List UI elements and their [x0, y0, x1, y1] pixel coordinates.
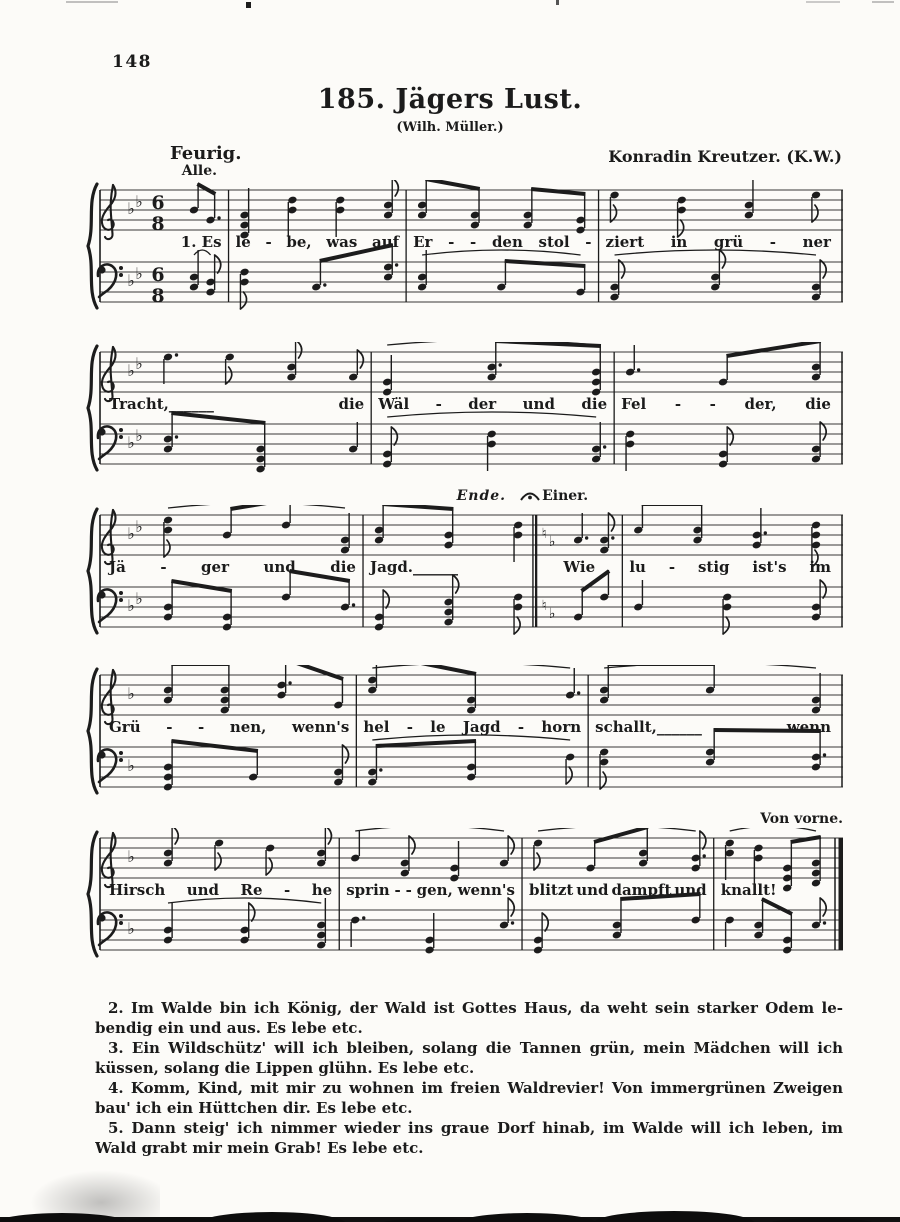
verse-line: bendig ein und aus. Es lebe etc.: [95, 1019, 363, 1037]
grand-staff-system: [86, 163, 850, 312]
lyric-syllable: die: [330, 558, 356, 576]
svg-text:6: 6: [151, 264, 165, 286]
scan-artifact: [872, 1, 894, 3]
lyric-syllable: und: [576, 881, 609, 899]
treble-clef-icon: [102, 510, 116, 564]
lyric-syllable: horn: [541, 718, 582, 736]
verse-line: Wald grabt mir mein Grab! Es lebe etc.: [95, 1139, 424, 1157]
lyric-syllable: den: [491, 233, 523, 251]
scan-artifact: [806, 1, 840, 3]
lyric-syllable: -: [394, 881, 401, 899]
lyric-syllable: le: [235, 233, 251, 251]
composer-credit: Konradin Kreutzer. (K.W.): [608, 147, 842, 166]
lyric-syllable: und: [674, 881, 707, 899]
lyric-syllable: der: [468, 395, 497, 413]
verse-line: 5. Dann steig' ich nimmer wieder ins graue Dorf hinab, im Walde will ich leben, im: [108, 1119, 843, 1137]
lyric-syllable: und: [186, 881, 220, 899]
verse-block: [95, 998, 843, 1158]
svg-text:♭: ♭: [135, 264, 143, 283]
lyrics-measure: [522, 881, 714, 901]
verse-line: 2. Im Walde bin ich König, der Wald ist Gottes Haus, da weht sein starker Odem le-: [108, 999, 843, 1017]
lyric-syllable: Er: [413, 233, 433, 251]
scan-artifact: [66, 1, 118, 3]
lyric-syllable: sprin: [346, 881, 390, 899]
lyric-syllable: der,: [744, 395, 777, 413]
svg-text:♭: ♭: [127, 847, 135, 866]
lyric-syllable: -: [405, 881, 412, 899]
lyric-syllable: wenn's: [457, 881, 515, 899]
lyricist-credit: (Wilh. Müller.): [396, 120, 504, 135]
lyric-syllable: -: [769, 233, 777, 251]
lyric-syllable: Jagd.______: [370, 558, 459, 576]
lyric-syllable: Tracht,______: [109, 395, 214, 413]
lyric-syllable: he: [311, 881, 333, 899]
lyric-syllable: ist's: [752, 558, 787, 576]
lyric-syllable: die: [581, 395, 608, 413]
fermata-icon: [518, 488, 542, 505]
lyric-syllable: ziert: [605, 233, 645, 251]
lyrics-measure: [363, 558, 536, 578]
lyrics-measure: [102, 233, 229, 253]
lyric-syllable: -: [406, 718, 413, 736]
grand-staff-system: [86, 665, 850, 797]
svg-text:♭: ♭: [127, 756, 135, 775]
verse-line: 4. Komm, Kind, mit mir zu wohnen im freien Waldrevier! Von immergrünen Zweigen: [108, 1079, 843, 1097]
lyric-syllable: Jä: [109, 558, 126, 576]
lyric-syllable: Re: [240, 881, 263, 899]
lyrics-measure: [102, 718, 356, 738]
lyric-syllable: Grü: [109, 718, 141, 736]
svg-text:8: 8: [151, 285, 165, 307]
verse-line: bau' ich ein Hüttchen dir. Es lebe etc.: [95, 1099, 413, 1117]
svg-text:♭: ♭: [135, 426, 143, 445]
lyrics-measure: [406, 233, 598, 253]
lyrics-measure: [371, 395, 614, 415]
treble-clef-icon: [102, 347, 116, 401]
lyrics-measure: [102, 558, 363, 578]
grand-staff-system: [86, 342, 850, 474]
lyric-syllable: schallt,______: [595, 718, 702, 736]
svg-text:♭: ♭: [135, 192, 143, 211]
svg-text:♭: ♭: [135, 589, 143, 608]
piece-title: 185. Jägers Lust.: [317, 84, 583, 115]
svg-text:♮: ♮: [541, 598, 547, 614]
lyric-syllable: -: [709, 395, 716, 413]
lyric-syllable: le: [430, 718, 446, 736]
svg-text:♭: ♭: [127, 433, 135, 452]
verse-line: küssen, solang die Lippen glühn. Es lebe etc.: [95, 1059, 475, 1077]
lyric-syllable: Wäl: [378, 395, 410, 413]
lyric-syllable: -: [160, 558, 167, 576]
lyric-syllable: wenn's: [291, 718, 350, 736]
svg-text:♭: ♭: [548, 534, 556, 550]
lyric-syllable: ner: [802, 233, 831, 251]
lyric-syllable: ger: [201, 558, 229, 576]
scan-artifact: [556, 0, 559, 5]
lyrics-measure: [229, 233, 407, 253]
lyric-syllable: -: [166, 718, 173, 736]
grand-staff-system: [86, 811, 850, 960]
lyric-syllable: die: [805, 395, 831, 413]
svg-text:♭: ♭: [127, 361, 135, 380]
lyric-syllable: -: [435, 395, 442, 413]
svg-text:♮: ♮: [541, 526, 547, 542]
page-number: 148: [112, 52, 152, 72]
lyrics-measure: [714, 881, 838, 901]
grand-staff-system: [86, 488, 850, 637]
svg-text:♭: ♭: [135, 354, 143, 373]
lyric-syllable: -: [198, 718, 205, 736]
lyric-syllable: 1. Es: [180, 233, 222, 251]
lyric-syllable: und: [522, 395, 555, 413]
svg-text:♭: ♭: [135, 517, 143, 536]
svg-text:6: 6: [151, 192, 165, 214]
lyrics-measure: [536, 558, 622, 578]
section-label: Ende.: [456, 488, 507, 504]
scan-artifact: [246, 2, 251, 8]
lyrics-measure: [102, 881, 339, 901]
lyric-syllable: Fel: [621, 395, 647, 413]
lyric-syllable: -: [284, 881, 291, 899]
lyric-syllable: was: [326, 233, 358, 251]
lyric-syllable: blitzt: [529, 881, 574, 899]
lyric-syllable: gen,: [416, 881, 453, 899]
svg-text:♭: ♭: [127, 524, 135, 543]
lyric-syllable: -: [668, 558, 676, 576]
lyric-syllable: die: [338, 395, 365, 413]
svg-text:♭: ♭: [127, 271, 135, 290]
lyric-syllable: -: [585, 233, 592, 251]
section-label: Einer.: [542, 488, 589, 504]
lyric-syllable: lu: [629, 558, 646, 576]
lyric-syllable: hel: [363, 718, 390, 736]
lyric-syllable: -: [517, 718, 525, 736]
lyric-syllable: im: [809, 558, 831, 576]
lyrics-measure: [102, 395, 371, 415]
lyric-syllable: stol: [538, 233, 570, 251]
section-label: Alle.: [181, 163, 217, 179]
lyric-syllable: auf: [371, 233, 400, 251]
lyrics-measure: [356, 718, 588, 738]
svg-text:♭: ♭: [127, 684, 135, 703]
section-label: Von vorne.: [760, 811, 843, 827]
scan-edge-bottom: [0, 1198, 900, 1222]
treble-clef-icon: [102, 833, 116, 887]
lyric-syllable: -: [674, 395, 682, 413]
treble-clef-icon: [102, 670, 116, 724]
lyric-syllable: Hirsch: [109, 881, 166, 899]
svg-text:♭: ♭: [127, 919, 135, 938]
lyrics-measure: [622, 558, 838, 578]
lyrics-measure: [339, 881, 522, 901]
lyric-syllable: dampft: [611, 881, 672, 899]
lyric-syllable: wenn: [786, 718, 831, 736]
lyric-syllable: -: [448, 233, 455, 251]
lyric-syllable: knallt!: [720, 881, 777, 899]
lyric-syllable: -: [265, 233, 272, 251]
lyric-syllable: -: [470, 233, 477, 251]
treble-clef-icon: [102, 185, 116, 239]
lyrics-measure: [588, 718, 838, 738]
lyric-syllable: und: [263, 558, 296, 576]
lyric-syllable: be,: [286, 233, 312, 251]
lyric-syllable: Wie: [563, 558, 596, 576]
lyrics-measure: [614, 395, 838, 415]
lyric-syllable: in: [670, 233, 688, 251]
verse-line: 3. Ein Wildschütz' will ich bleiben, solang die Tannen grün, mein Mädchen will ich: [108, 1039, 843, 1057]
lyric-syllable: Jagd: [462, 718, 501, 736]
svg-text:♭: ♭: [127, 199, 135, 218]
lyric-syllable: grü: [713, 233, 744, 251]
svg-text:♭: ♭: [127, 596, 135, 615]
lyric-syllable: stig: [697, 558, 730, 576]
lyric-syllable: nen,: [229, 718, 267, 736]
lyrics-measure: [599, 233, 838, 253]
tempo-marking: Feurig.: [170, 143, 242, 164]
svg-text:♭: ♭: [548, 606, 556, 622]
svg-text:8: 8: [151, 213, 165, 235]
